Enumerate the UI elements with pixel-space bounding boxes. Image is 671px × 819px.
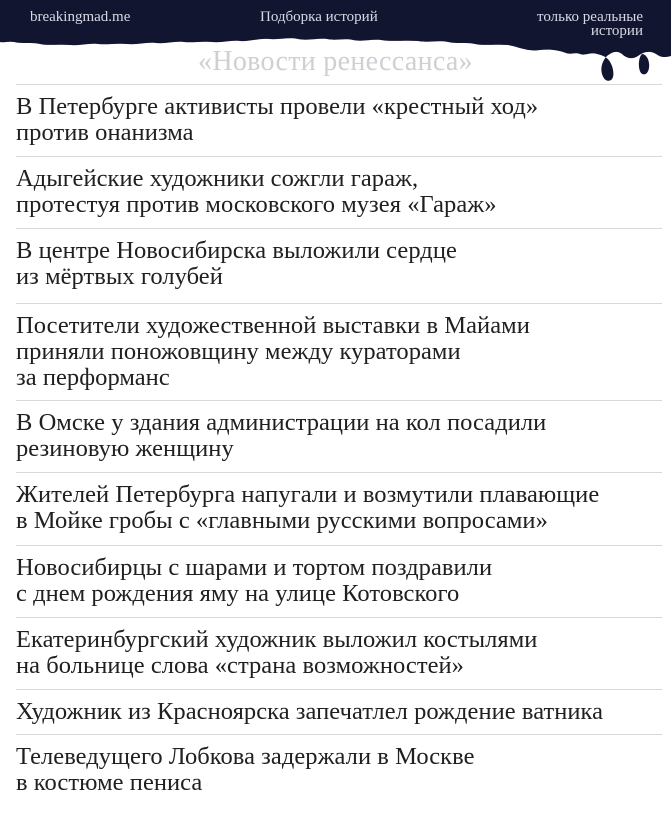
story-text: Жителей Петербурга напугали и возмутили плавающие в Мойке гробы с «главными русскими вопросами»	[16, 481, 600, 534]
story-text: Новосибирцы с шарами и тортом поздравили с днем рождения яму на улице Котовского	[16, 554, 493, 607]
story-text: Художник из Красноярска запечатлел рождение ватника	[16, 698, 604, 725]
story-text: В Петербурге активисты провели «крестный ход» против онанизма	[16, 93, 539, 146]
story-item-4[interactable]	[16, 303, 662, 400]
site-link[interactable]: breakingmad.me	[30, 9, 131, 25]
site-tagline: только реальные истории	[537, 9, 643, 39]
story-item-10[interactable]	[16, 734, 662, 809]
story-text: Посетители художественной выставки в Майами приняли поножовщину между кураторами за перформанс	[16, 312, 530, 391]
story-item-1[interactable]	[16, 84, 662, 156]
story-item-3[interactable]	[16, 228, 662, 303]
story-item-7[interactable]	[16, 545, 662, 617]
story-text: В Омске у здания администрации на кол посадили резиновую женщину	[16, 409, 547, 462]
story-item-6[interactable]	[16, 472, 662, 545]
stories-selection-link[interactable]: Подборка историй	[260, 9, 378, 25]
story-list	[16, 84, 662, 809]
section-title: «Новости ренессанса»	[198, 46, 473, 77]
story-text: Екатеринбургский художник выложил костылями на больнице слова «страна возможностей»	[16, 626, 538, 679]
story-item-2[interactable]	[16, 156, 662, 228]
story-text: Адыгейские художники сожгли гараж, протестуя против московского музея «Гараж»	[16, 165, 497, 218]
story-text: В центре Новосибирска выложили сердце из мёртвых голубей	[16, 237, 457, 290]
story-text: Телеведущего Лобкова задержали в Москве в костюме пениса	[16, 743, 475, 796]
story-item-9[interactable]	[16, 689, 662, 734]
header-nav	[0, 8, 671, 42]
story-item-5[interactable]	[16, 400, 662, 472]
story-item-8[interactable]	[16, 617, 662, 689]
